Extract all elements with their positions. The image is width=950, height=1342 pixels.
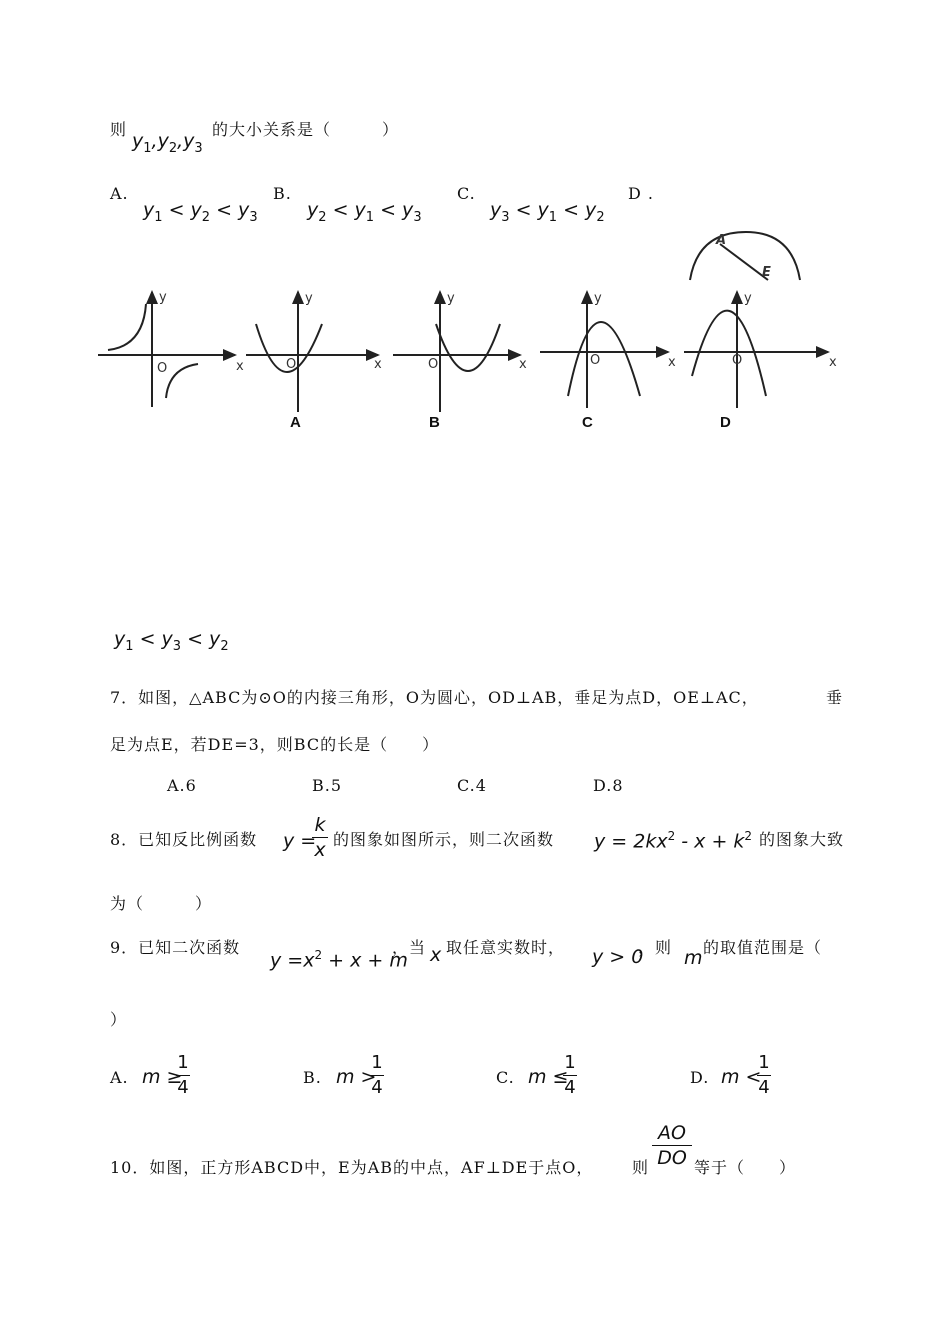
q9-option-d-num: 1 xyxy=(758,1052,770,1073)
q8-expr: $y = 2kx^2 - x + k^2$ xyxy=(594,829,753,853)
q9-option-c-letter: C. xyxy=(496,1068,515,1087)
q8-frac-num: k xyxy=(314,814,326,836)
q8-frac-den: x xyxy=(314,839,326,861)
graph-c-origin-label: O xyxy=(590,353,601,368)
q9-option-b-num: 1 xyxy=(371,1052,383,1073)
q8-post: 的图象大致 xyxy=(759,830,845,849)
q6-option-c-letter: C. xyxy=(457,184,476,203)
q10-frac-num: AO xyxy=(658,1122,686,1144)
q10-post: 等于（ ） xyxy=(694,1158,797,1177)
graph-c-x-label: x xyxy=(668,355,676,370)
q9-option-c-num: 1 xyxy=(564,1052,576,1073)
q7-option-b: B.5 xyxy=(312,776,343,795)
q9-option-a-frac xyxy=(176,1052,190,1099)
graph-a-x-label: x xyxy=(374,357,382,372)
figure-graphs xyxy=(0,0,950,460)
q6-option-d-letter: D . xyxy=(628,184,654,203)
q9-option-a-den: 4 xyxy=(177,1077,189,1098)
q8-lhs: y = xyxy=(283,830,317,852)
graph-d-label: D xyxy=(720,414,731,431)
q7-line-1: 7．如图，△ABC为⊙O的内接三角形，O为圆心，OD⊥AB，垂足为点D，OE⊥AC， xyxy=(110,688,759,707)
q9-option-d-den: 4 xyxy=(758,1077,770,1098)
q6-option-c: $y_3 < y_1 < y_2$ xyxy=(490,199,605,225)
recip-y-label: y xyxy=(159,290,167,305)
q9-option-c-den: 4 xyxy=(564,1077,576,1098)
q9-option-c-rel: m ≤ xyxy=(528,1066,569,1088)
graph-d-x-label: x xyxy=(829,355,837,370)
q8-pre: 8．已知反比例函数 xyxy=(110,830,258,849)
recip-curve-right xyxy=(166,364,198,398)
q6-option-d: $y_1 < y_3 < y_2$ xyxy=(114,628,229,654)
q9-c4: 的取值范围是（ xyxy=(703,938,823,957)
q9-pre: 9．已知二次函数 xyxy=(110,938,241,957)
q9-var: x xyxy=(430,944,442,966)
graph-b-x-label: x xyxy=(519,357,527,372)
q6-lead: 则 xyxy=(110,120,128,139)
recip-curve-left xyxy=(108,304,146,350)
q6-option-b-letter: B. xyxy=(273,184,292,203)
graph-a-label: A xyxy=(290,414,301,431)
q7-option-c: C.4 xyxy=(457,776,487,795)
q9-expr: $y =x^2 + x + m$ xyxy=(270,948,408,972)
graph-c-label: C xyxy=(582,414,593,431)
graph-d-origin-label: O xyxy=(732,353,743,368)
q9-cond: y > 0 xyxy=(592,946,644,968)
segment-ae xyxy=(720,244,768,280)
q9-option-c-frac xyxy=(563,1052,577,1099)
q9-option-a-rel: m ≥ xyxy=(142,1066,183,1088)
q9-option-a-letter: A. xyxy=(110,1068,129,1087)
q9-option-d-frac xyxy=(757,1052,771,1099)
q6-option-a: $y_1 < y_2 < y_3$ xyxy=(143,199,258,225)
q10-then: 则 xyxy=(632,1158,650,1177)
q6-vars: $y_1,y_2,y_3$ xyxy=(132,130,203,156)
q9-line-2: ） xyxy=(110,1010,128,1029)
q6-option-a-letter: A. xyxy=(110,184,129,203)
circle-arc xyxy=(690,232,800,280)
q10-frac-den: DO xyxy=(657,1147,687,1169)
q9-option-b-den: 4 xyxy=(371,1077,383,1098)
q9-option-d-rel: m < xyxy=(721,1066,762,1088)
graph-b-origin-label: O xyxy=(428,357,439,372)
graph-a-origin-label: O xyxy=(286,357,297,372)
graph-b-y-label: y xyxy=(447,291,455,306)
arc-label-a: A xyxy=(716,233,727,248)
graph-c-curve xyxy=(568,322,640,396)
q9-option-d-letter: D. xyxy=(690,1068,710,1087)
q7-option-d: D.8 xyxy=(593,776,624,795)
q9-option-b-frac xyxy=(370,1052,384,1099)
graph-d-y-label: y xyxy=(744,291,752,306)
q10-fraction xyxy=(652,1122,692,1169)
q9-option-b-rel: m > xyxy=(336,1066,377,1088)
q6-option-b: $y_2 < y_1 < y_3$ xyxy=(307,199,422,225)
q9-c3: ，则 xyxy=(638,938,673,957)
q7-option-a: A.6 xyxy=(167,776,197,795)
graph-c-y-label: y xyxy=(594,291,602,306)
q9-option-b-letter: B. xyxy=(303,1068,322,1087)
q7-line-2: 足为点E，若DE=3，则BC的长是（ ） xyxy=(110,735,440,754)
graph-b-curve xyxy=(436,324,500,371)
recip-x-label: x xyxy=(236,359,244,374)
graph-a-y-label: y xyxy=(305,291,313,306)
q10-pre: 10．如图，正方形ABCD中，E为AB的中点，AF⊥DE于点O， xyxy=(110,1158,594,1177)
q9-option-a-num: 1 xyxy=(177,1052,189,1073)
q7-line-1-end: 垂 xyxy=(826,688,844,707)
q8-fraction xyxy=(312,814,328,861)
q9-c1: ，当 xyxy=(392,938,427,957)
q8-line-2: 为（ ） xyxy=(110,894,213,913)
q9-c2: 取任意实数时， xyxy=(446,938,566,957)
graph-d-curve xyxy=(692,311,766,396)
q9-m: m xyxy=(684,947,703,969)
graph-b-label: B xyxy=(429,414,440,431)
recip-origin-label: O xyxy=(157,361,168,376)
q6-tail: 的大小关系是（ ） xyxy=(212,120,400,139)
q8-mid: 的图象如图所示，则二次函数 xyxy=(333,830,555,849)
arc-label-e: E xyxy=(762,265,771,280)
